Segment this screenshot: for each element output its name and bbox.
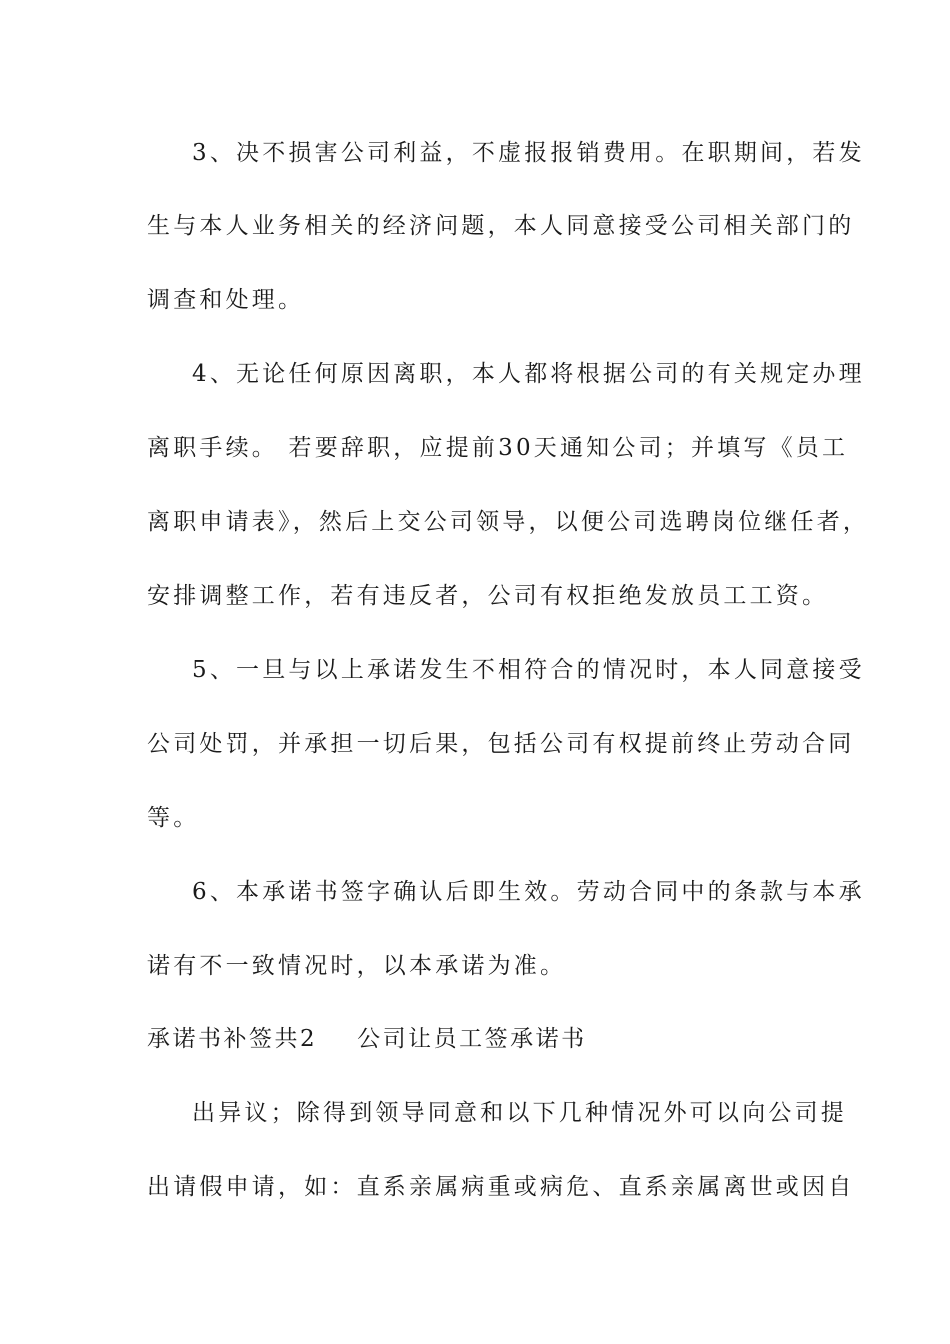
paragraph-6-line-1: 6、本承诺书签字确认后即生效。劳动合同中的条款与本承: [192, 879, 865, 905]
paragraph-3-line-2: 生与本人业务相关的经济问题，本人同意接受公司相关部门的: [147, 213, 855, 239]
tail-paragraph-line-2: 出请假申请，如：直系亲属病重或病危、直系亲属离世或因自: [147, 1174, 855, 1200]
paragraph-5-line-1: 5、一旦与以上承诺发生不相符合的情况时，本人同意接受: [192, 657, 865, 683]
paragraph-4-line-1: 4、无论任何原因离职，本人都将根据公司的有关规定办理: [192, 361, 865, 387]
paragraph-5-line-2: 公司处罚，并承担一切后果，包括公司有权提前终止劳动合同: [147, 731, 855, 757]
section-heading-right: 公司让员工签承诺书: [357, 1026, 587, 1052]
paragraph-4-line-4: 安排调整工作，若有违反者，公司有权拒绝发放员工工资。: [147, 583, 829, 609]
paragraph-3-line-3: 调查和处理。: [147, 287, 305, 313]
section-heading: [147, 1024, 587, 1054]
paragraph-6-line-2: 诺有不一致情况时，以本承诺为准。: [147, 953, 567, 979]
section-heading-left: 承诺书补签共2: [147, 1026, 318, 1052]
tail-paragraph-line-1: 出异议；除得到领导同意和以下几种情况外可以向公司提: [192, 1100, 847, 1126]
paragraph-4-line-2: 离职手续。 若要辞职，应提前30天通知公司；并填写《员工: [147, 435, 849, 461]
paragraph-5-line-3: 等。: [147, 805, 200, 831]
paragraph-3-line-1: 3、决不损害公司利益，不虚报报销费用。在职期间，若发: [192, 140, 865, 166]
paragraph-4-line-3: 离职申请表》，然后上交公司领导，以便公司选聘岗位继任者，: [147, 509, 870, 535]
